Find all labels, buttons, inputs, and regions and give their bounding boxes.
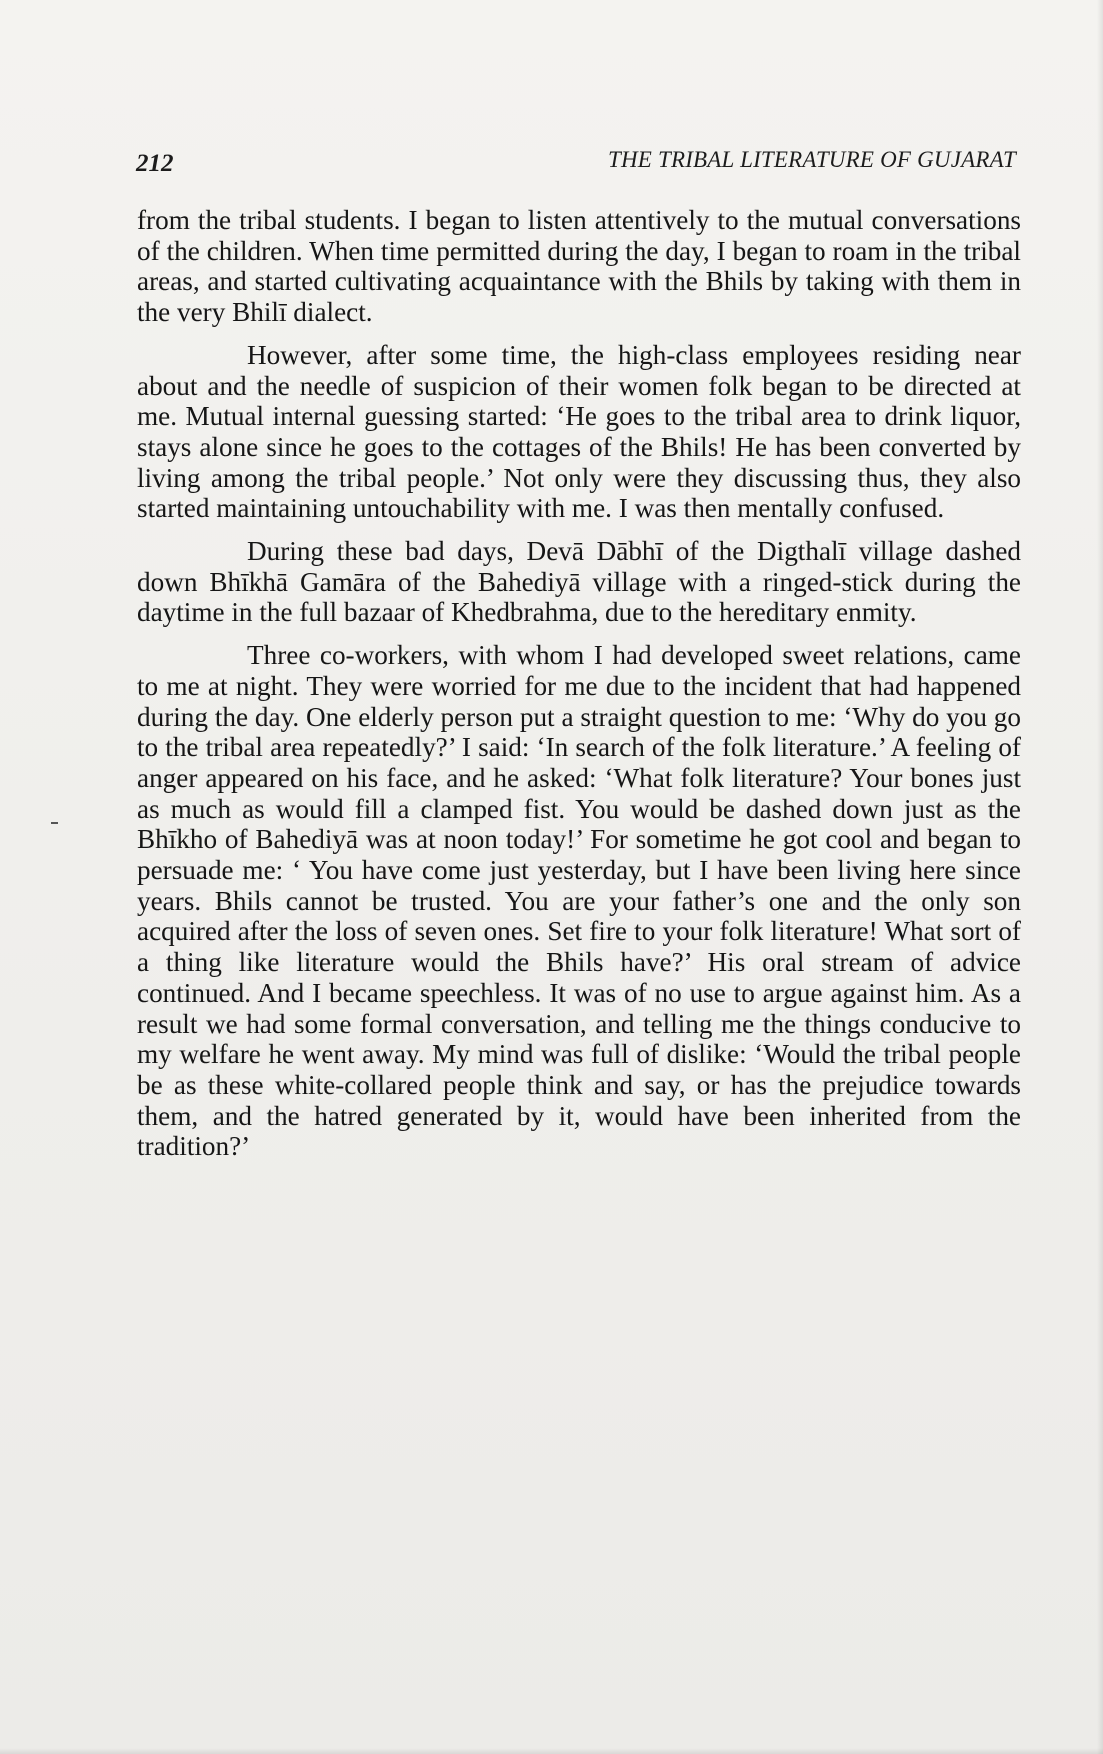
body-text: [137, 205, 1021, 1162]
paragraph-1: from the tribal students. I began to listen attentively to the mutual conversations of the children. When time permitted during the day, I began to roam in the tribal areas, and started cultivating acquaintance with the Bhils by taking with them in the very Bhilī dialect.: [137, 205, 1021, 328]
page-edge-shadow-bottom: [0, 1748, 1103, 1754]
paragraph-4: Three co-workers, with whom I had developed sweet relations, came to me at night. They were worried for me due to the incident that had happened during the day. One elderly person put a straight question to me: ‘Why do you go to the tribal area repeatedly?’ I said: ‘In search of the folk literature.’ A feeling of anger appeared on his face, and he asked: ‘What folk literature? Your bones just as much as would fill a clamped fist. You would be dashed down just as the Bhīkho of Bahediyā was at noon today!’ For sometime he got cool and began to persuade me: ‘ You have come just yesterday, but I have been living here since years. Bhils cannot be trusted. You are your father’s one and the only son acquired after the loss of seven ones. Set fire to your folk literature! What sort of a thing like literature would the Bhils have?’ His oral stream of advice continued. And I became speechless. It was of no use to argue against him. As a result we had some formal conversation, and telling me the things conducive to my welfare he went away. My mind was full of dislike: ‘Would the tribal people be as these white-collared people think and say, or has the prejudice towards them, and the hatred generated by it, would have been inherited from the tradition?’: [137, 640, 1021, 1162]
paragraph-3: During these bad days, Devā Dābhī of the Digthalī village dashed down Bhīkhā Gamāra of the Bahediyā village with a ringed-stick during the daytime in the full bazaar of Khedbrahma, due to the hereditary enmity.: [137, 536, 1021, 628]
margin-mark: [51, 822, 58, 824]
page-edge-shadow-right: [1097, 0, 1103, 1754]
page-number: 212: [136, 150, 174, 177]
paragraph-2: However, after some time, the high-class employees residing near about and the needle of suspicion of their women folk began to be directed at me. Mutual internal guessing started: ‘He goes to the tribal area to drink liquor, stays alone since he goes to the cottages of the Bhils! He has been converted by living among the tribal people.’ Not only were they discussing thus, they also started maintaining untouchability with me. I was then mentally confused.: [137, 339, 1021, 524]
running-title: THE TRIBAL LITERATURE OF GUJARAT: [607, 147, 1016, 172]
